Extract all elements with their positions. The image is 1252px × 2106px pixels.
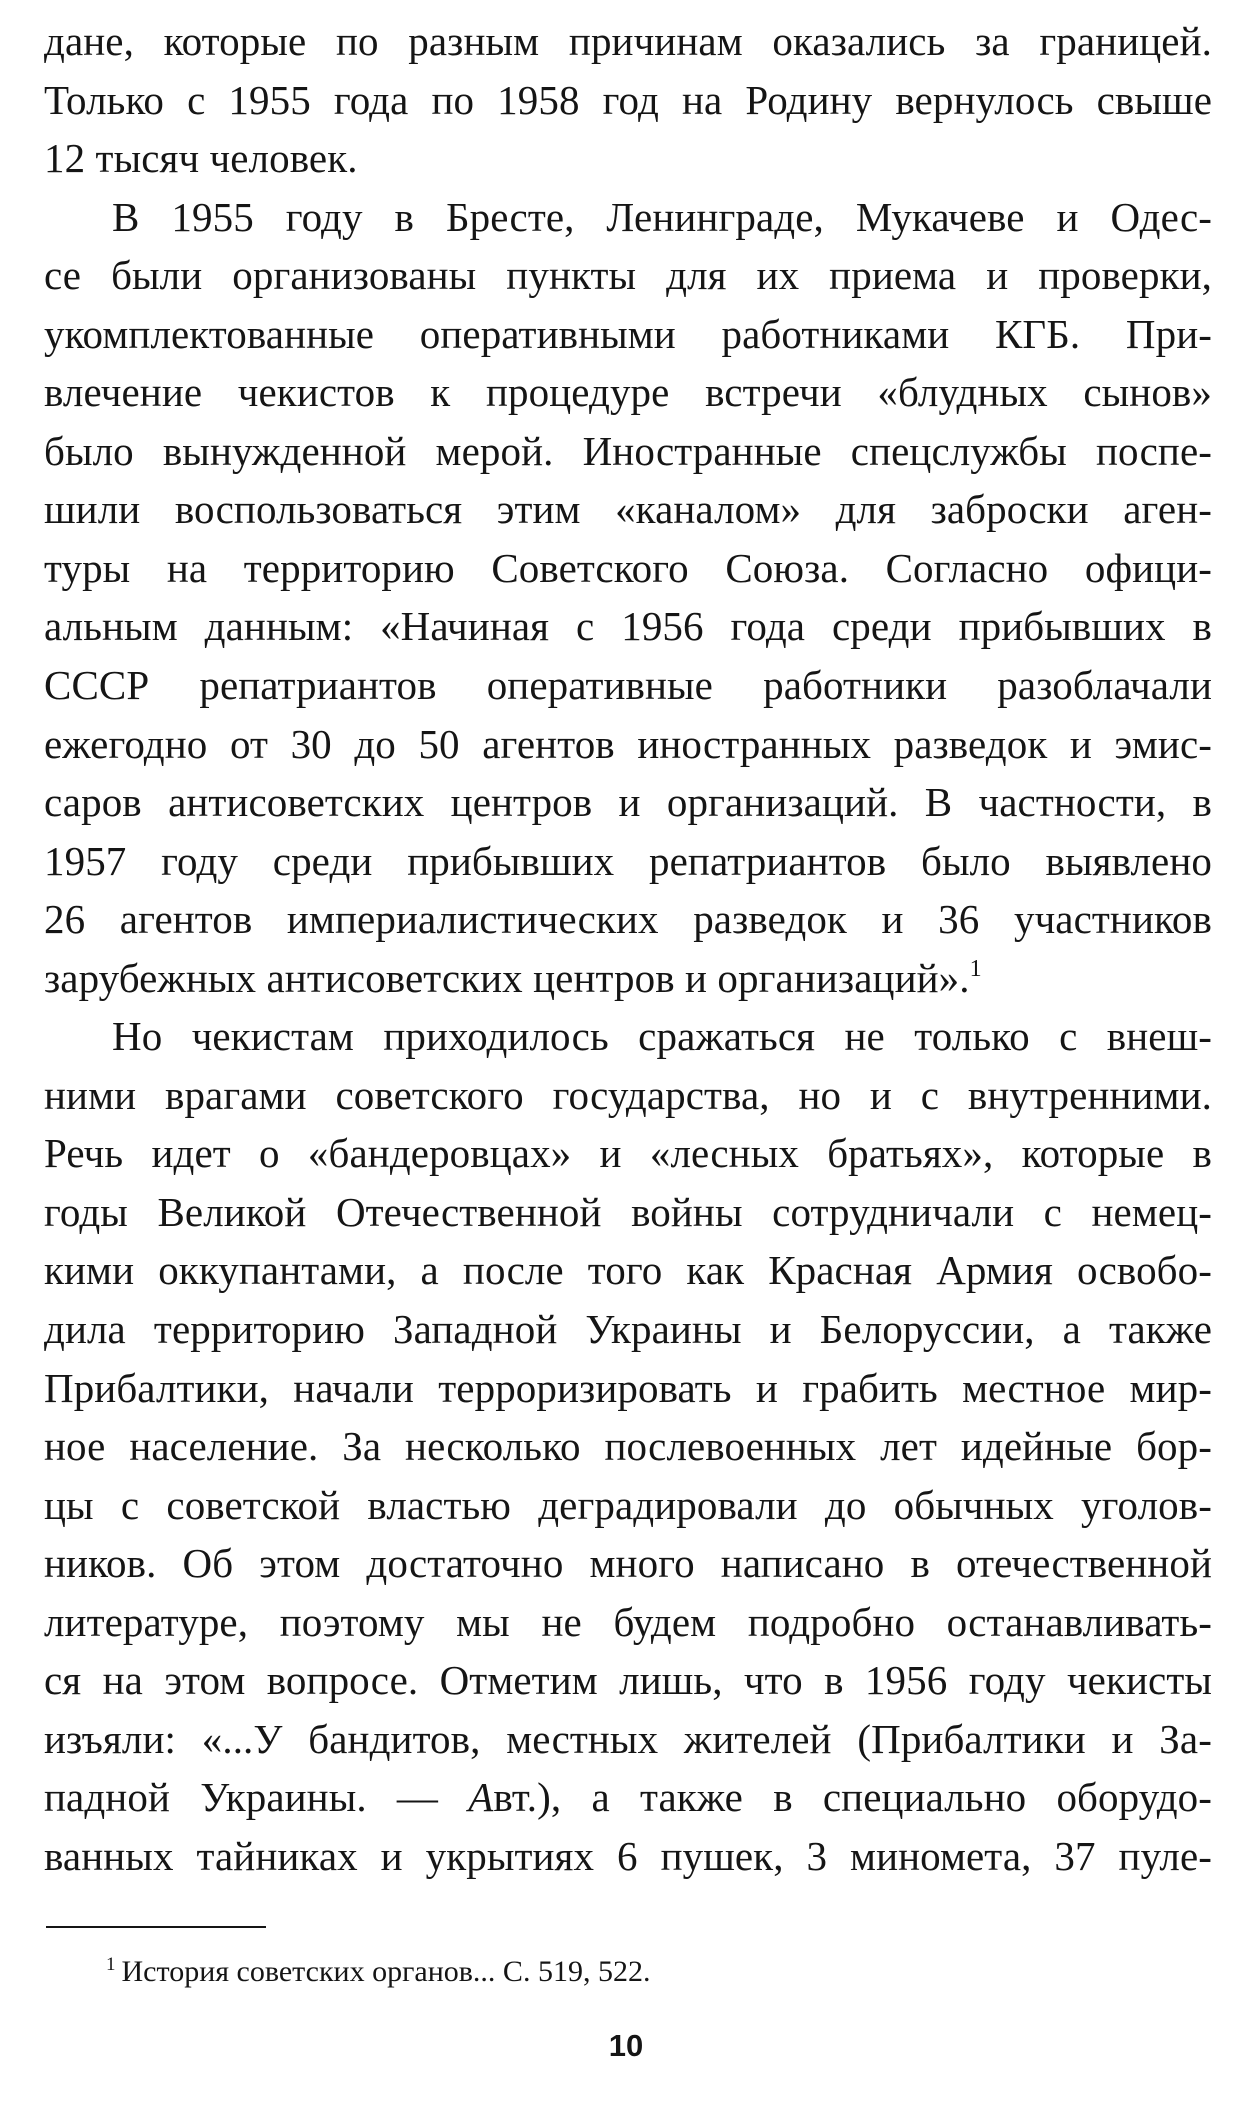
text-line: В 1955 году в Бресте, Ленинграде, Мукачеве и Одес- (112, 193, 1212, 240)
text-line: ежегодно от 30 до 50 агентов иностранных разведок и эмис- (44, 720, 1212, 767)
page-number: 10 (608, 2028, 644, 2063)
text-line: укомплектованные оперативными работниками КГБ. При- (44, 310, 1212, 357)
text-line (44, 949, 1212, 1008)
footnote (106, 1952, 650, 1992)
text-line: 1957 году среди прибывших репатриантов было выявлено (44, 837, 1212, 884)
text-line: Речь идет о «бандеровцах» и «лесных братьях», которые в (44, 1130, 1212, 1177)
text-line: шили воспользоваться этим «каналом» для заброски аген- (44, 486, 1212, 533)
text-line: ся на этом вопросе. Отметим лишь, что в 1956 году чекисты (44, 1657, 1212, 1704)
text-line: альным данным: «Начиная с 1956 года среди прибывших в (44, 603, 1212, 650)
text-line: саров антисоветских центров и организаций. В частности, в (44, 779, 1212, 826)
text-line: ников. Об этом достаточно много написано в отечественной (44, 1540, 1212, 1587)
text-line: Но чекистам приходилось сражаться не только с внеш- (112, 1013, 1212, 1060)
text-line: ними врагами советского государства, но и с внутренними. (44, 1071, 1212, 1118)
text-line: Только с 1955 года по 1958 год на Родину вернулось свыше (44, 76, 1212, 123)
text-line: дане, которые по разным причинам оказались за границей. (44, 18, 1212, 64)
text-line: 12 тысяч человек. (44, 135, 358, 182)
text-line-content: вт.), а также в специально оборудо- (493, 1774, 1213, 1821)
text-line: СССР репатриантов оперативные работники разоблачали (44, 662, 1212, 709)
text-line: Прибалтики, начали терроризировать и грабить местное мир- (44, 1364, 1212, 1411)
text-line (44, 1768, 1212, 1827)
text-line: кими оккупантами, а после того как Красная Армия освобо- (44, 1247, 1212, 1294)
text-line: 26 агентов империалистических разведок и 36 участников (44, 896, 1212, 943)
text-line-content: зарубежных антисоветских центров и организаций». (44, 954, 970, 1001)
text-line: влечение чекистов к процедуре встречи «блудных сынов» (44, 369, 1212, 416)
footnote-marker: 1 (106, 1954, 116, 1975)
text-line: туры на территорию Советского Союза. Согласно офици- (44, 544, 1212, 591)
text-line: годы Великой Отечественной войны сотрудничали с немец- (44, 1188, 1212, 1235)
author-abbreviation: А (468, 1774, 494, 1821)
text-line: ванных тайниках и укрытиях 6 пушек, 3 миномета, 37 пуле- (44, 1832, 1212, 1879)
text-line: было вынужденной мерой. Иностранные спецслужбы поспе- (44, 427, 1212, 474)
text-line: литературе, поэтому мы не будем подробно останавливать- (44, 1598, 1212, 1645)
footnote-text: История советских органов... С. 519, 522. (121, 1955, 651, 1988)
footnote-reference: 1 (969, 955, 982, 982)
text-line: цы с советской властью деградировали до обычных уголов- (44, 1481, 1212, 1528)
body-text (44, 12, 1212, 1886)
text-line: се были организованы пункты для их приема и проверки, (44, 252, 1212, 299)
text-line: ное население. За несколько послевоенных лет идейные бор- (44, 1423, 1212, 1470)
text-line-content: падной Украины. — (44, 1774, 469, 1821)
text-line: изъяли: «...У бандитов, местных жителей (Прибалтики и За- (44, 1715, 1212, 1762)
text-line: дила территорию Западной Украины и Белоруссии, а также (44, 1306, 1212, 1353)
footnote-divider (46, 1926, 266, 1928)
